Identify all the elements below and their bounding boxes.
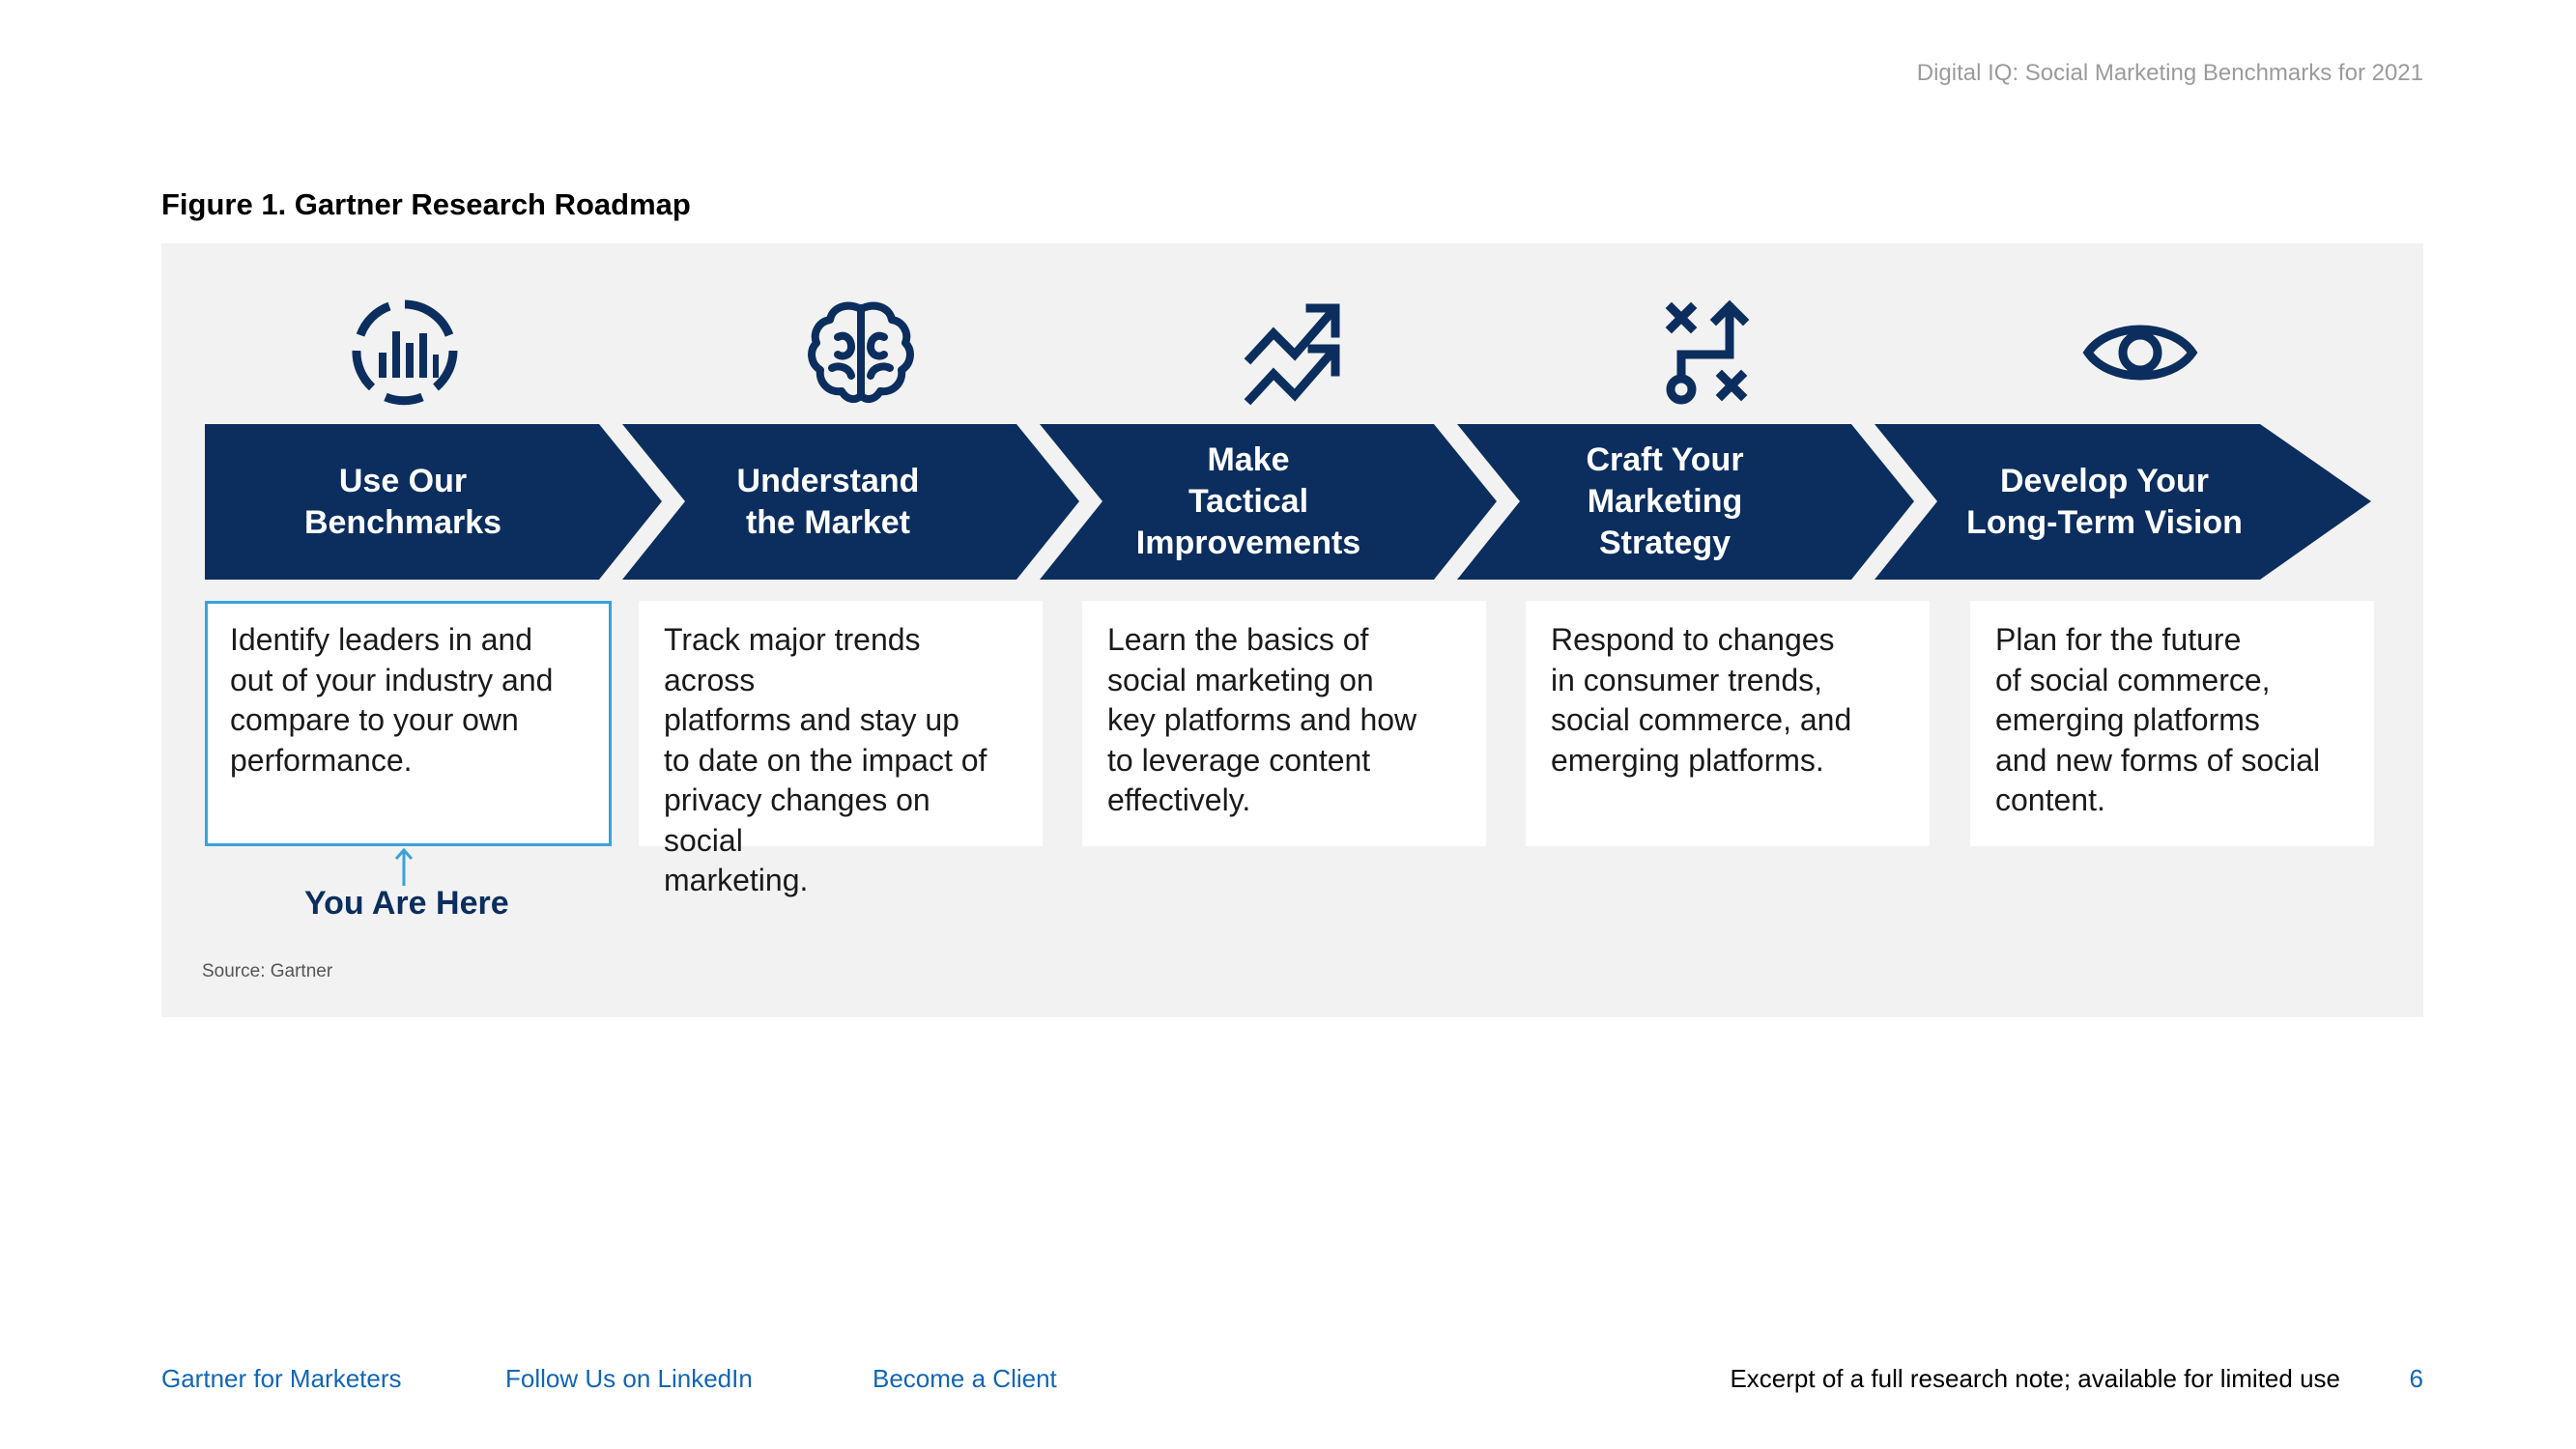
- stage-description-tactical-improvements: Learn the basics of social marketing on key platforms and how to leverage content effectively.: [1082, 601, 1486, 846]
- footer-link-become-client[interactable]: Become a Client: [873, 1364, 1057, 1393]
- stage-label-benchmarks: Use Our Benchmarks: [303, 462, 502, 541]
- figure-title: Figure 1. Gartner Research Roadmap: [161, 187, 691, 221]
- footer-link-follow-linkedin[interactable]: Follow Us on LinkedIn: [505, 1364, 753, 1393]
- page-number: 6: [2409, 1364, 2423, 1393]
- roadmap-figure: [161, 243, 2423, 1017]
- document-header-title: Digital IQ: Social Marketing Benchmarks for 2021: [1916, 60, 2423, 86]
- stage-label-understand-market: Understand the Market: [736, 462, 920, 541]
- stage-label-tactical-improvements: Make Tactical Improvements: [1135, 441, 1361, 561]
- stage-label-marketing-strategy: Craft Your Marketing Strategy: [1586, 441, 1744, 561]
- up-arrow-icon: [394, 847, 414, 886]
- you-are-here-label: You Are Here: [304, 885, 509, 922]
- stage-description-marketing-strategy: Respond to changes in consumer trends, social commerce, and emerging platforms.: [1526, 601, 1930, 846]
- stage-description-understand-market: Track major trends across platforms and stay up to date on the impact of privacy changes on social marketing.: [639, 601, 1043, 846]
- footer-excerpt-note: Excerpt of a full research note; available for limited use: [1730, 1364, 2340, 1393]
- stage-description-benchmarks: Identify leaders in and out of your industry and compare to your own performance.: [205, 601, 612, 846]
- stage-description-long-term-vision: Plan for the future of social commerce, emerging platforms and new forms of social content.: [1970, 601, 2374, 846]
- figure-source: Source: Gartner: [202, 961, 333, 981]
- stage-label-long-term-vision: Develop Your Long-Term Vision: [1966, 462, 2243, 541]
- footer-link-gartner-for-marketers[interactable]: Gartner for Marketers: [161, 1364, 402, 1393]
